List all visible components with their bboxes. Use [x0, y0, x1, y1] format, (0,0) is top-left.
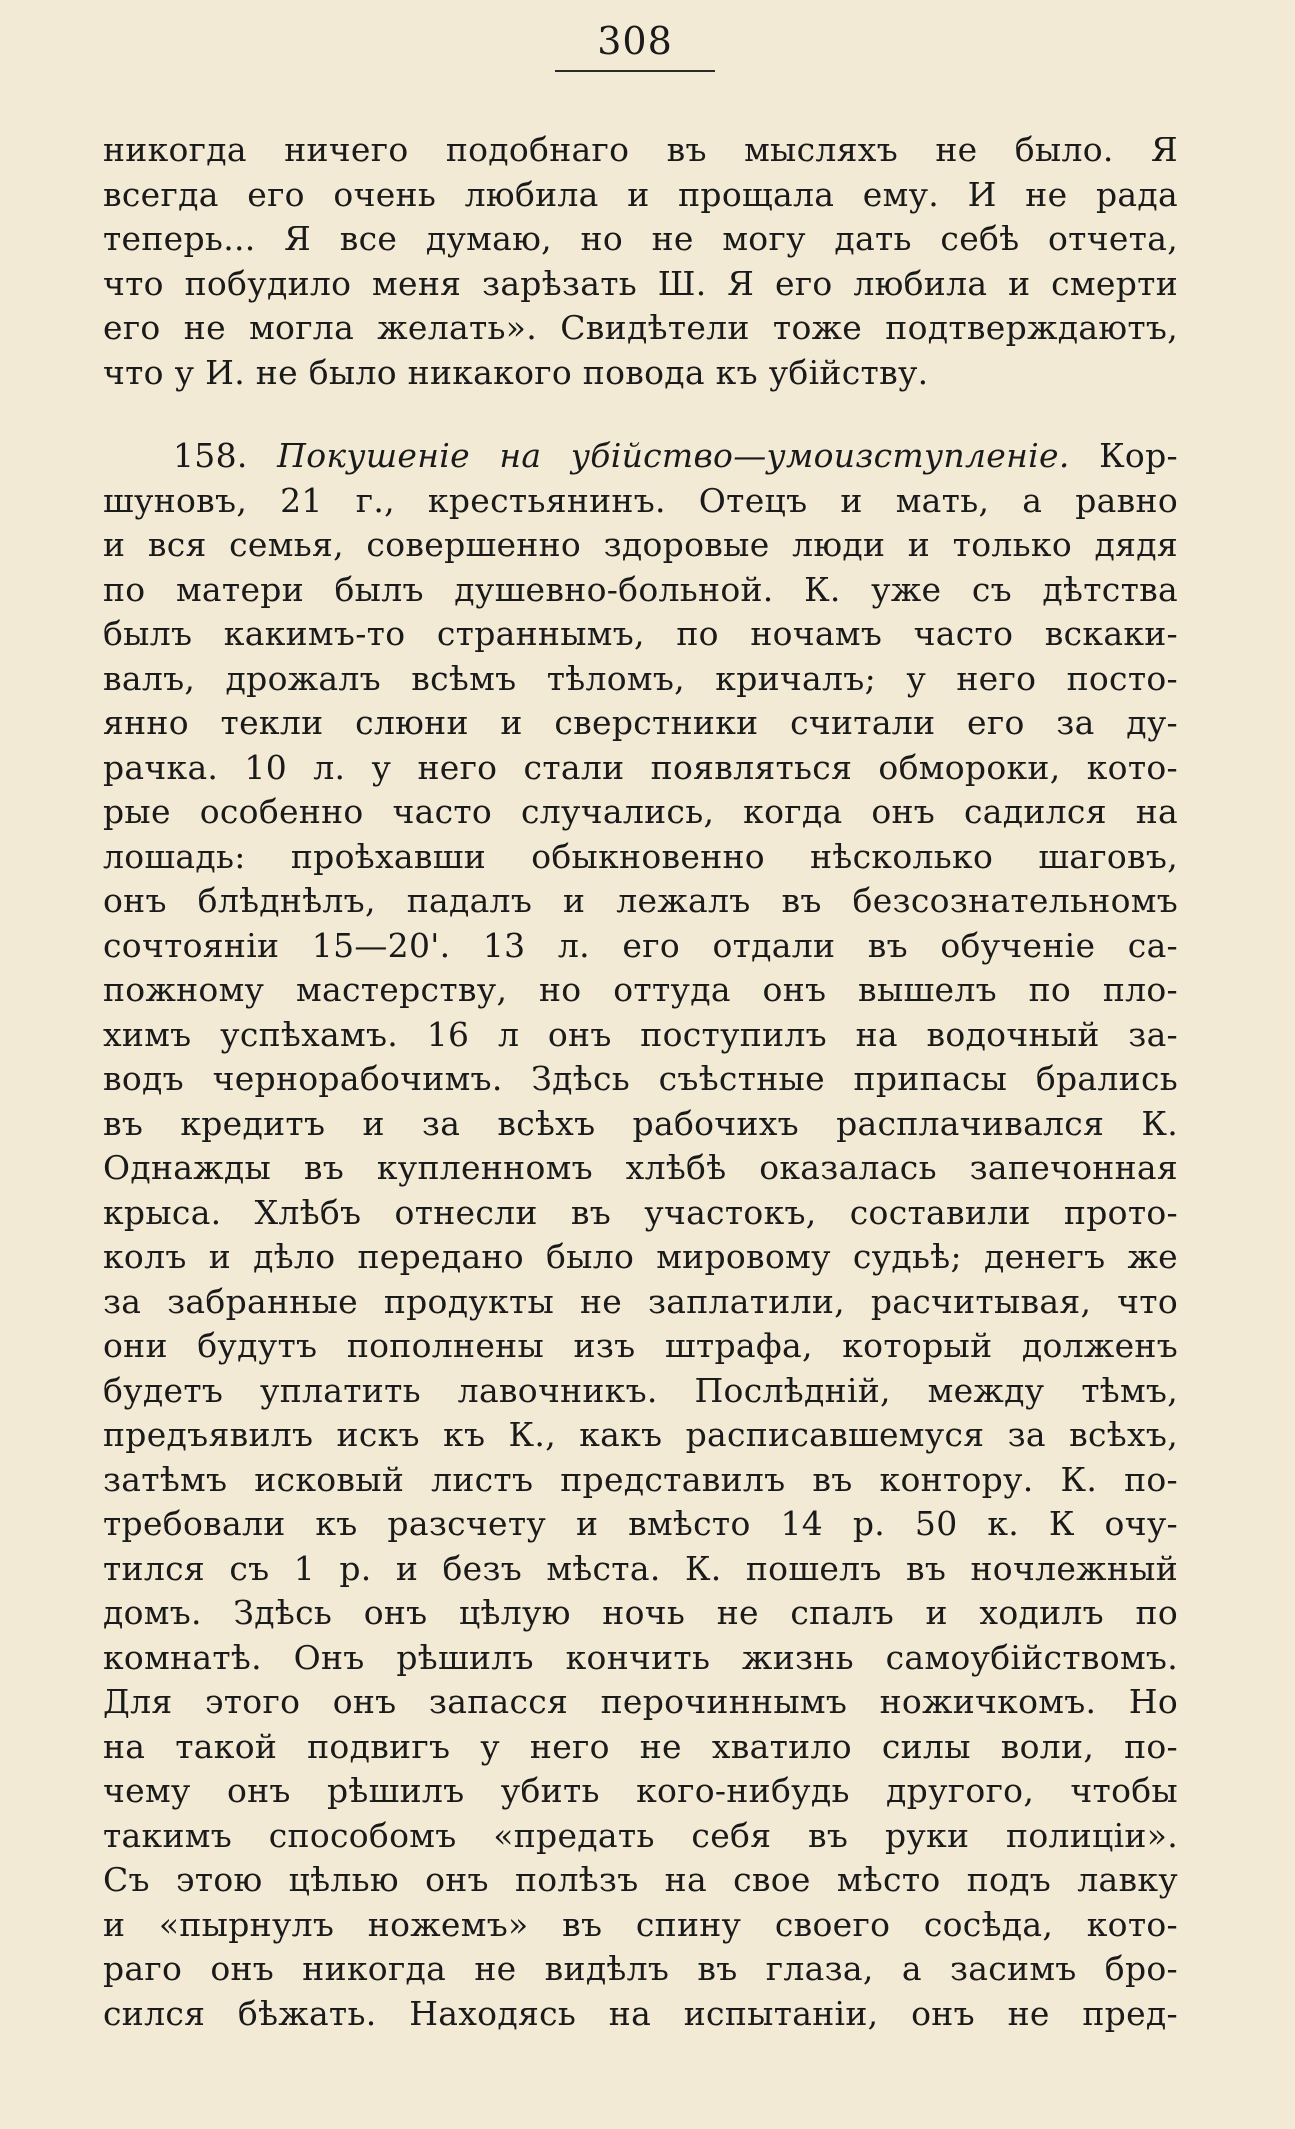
- text-line: колъ и дѣло передано было мировому судьѣ; денегъ же: [103, 1237, 1178, 1276]
- text-line: они будутъ пополнены изъ штрафа, который долженъ: [103, 1326, 1178, 1365]
- case-title: Покушенiе на убiйство—умоизступленiе.: [277, 436, 1070, 475]
- text-line: химъ успѣхамъ. 16 л онъ поступилъ на водочный за-: [103, 1014, 1178, 1054]
- text-line: пожному мастерству, но оттуда онъ вышелъ по пло-: [103, 970, 1178, 1009]
- text-line: предъявилъ искъ къ К., какъ расписавшемуся за всѣхъ,: [103, 1415, 1178, 1454]
- text-line: сочтоянiи 15—20'. 13 л. его отдали въ обученiе са-: [103, 925, 1178, 965]
- text-line: требовали къ разсчету и вмѣсто 14 р. 50 к. К очу-: [103, 1504, 1178, 1543]
- case-number: 158.: [173, 436, 248, 475]
- text-line: рые особенно часто случались, когда онъ садился на: [103, 792, 1178, 831]
- text-line: водъ чернорабочимъ. Здѣсь съѣстные припасы брались: [103, 1059, 1178, 1098]
- text-line: домъ. Здѣсь онъ цѣлую ночь не спалъ и ходилъ по: [103, 1593, 1178, 1632]
- text-line: лошадь: проѣхавши обыкновенно нѣсколько шаговъ,: [103, 836, 1178, 876]
- text-line: тился съ 1 р. и безъ мѣста. К. пошелъ въ ночлежный: [103, 1548, 1178, 1588]
- text-line: на такой подвигъ у него не хватило силы воли, по-: [103, 1726, 1178, 1766]
- text-line: будетъ уплатить лавочникъ. Послѣднiй, между тѣмъ,: [103, 1370, 1178, 1410]
- text-line: рачка. 10 л. у него стали появляться обмороки, кото-: [103, 747, 1178, 787]
- text-line: теперь... Я все думаю, но не могу дать себѣ отчета,: [103, 219, 1178, 258]
- text-line: никогда ничего подобнаго въ мысляхъ не было. Я: [103, 130, 1178, 169]
- text-line: его не могла желать». Свидѣтели тоже подтверждаютъ,: [103, 308, 1178, 347]
- text-line: Для этого онъ запасся перочиннымъ ножичкомъ. Но: [103, 1682, 1178, 1721]
- text-line: всегда его очень любила и прощала ему. И не рада: [103, 174, 1178, 214]
- text-line: Съ этою цѣлью онъ полѣзъ на свое мѣсто подъ лавку: [103, 1860, 1178, 1899]
- paragraph-1: [103, 128, 1178, 395]
- text-line: онъ блѣднѣлъ, падалъ и лежалъ въ безсознательномъ: [103, 881, 1178, 920]
- text-line: крыса. Хлѣбъ отнесли въ участокъ, составили прото-: [103, 1192, 1178, 1232]
- text-line: за забранные продукты не заплатили, расчитывая, что: [103, 1281, 1178, 1321]
- text-line: янно текли слюни и сверстники считали его за ду-: [103, 703, 1178, 742]
- text-line: затѣмъ исковый листъ представилъ въ контору. К. по-: [103, 1459, 1178, 1499]
- text-line: валъ, дрожалъ всѣмъ тѣломъ, кричалъ; у него посто-: [103, 658, 1178, 698]
- text-line: въ кредитъ и за всѣхъ рабочихъ расплачивался К.: [103, 1103, 1178, 1143]
- text-line: и «пырнулъ ножемъ» въ спину своего сосѣда, кото-: [103, 1904, 1178, 1944]
- text-line: шуновъ, 21 г., крестьянинъ. Отецъ и мать, а равно: [103, 480, 1178, 520]
- text-line: комнатѣ. Онъ рѣшилъ кончить жизнь самоубiйствомъ.: [103, 1637, 1178, 1677]
- heading-line-tail: Кор-: [1099, 436, 1178, 475]
- text-line: раго онъ никогда не видѣлъ въ глаза, а засимъ бро-: [103, 1949, 1178, 1988]
- text-line: Однажды въ купленномъ хлѣбѣ оказалась запечонная: [103, 1148, 1178, 1187]
- text-line: сился бѣжать. Находясь на испытанiи, онъ не пред-: [103, 1993, 1178, 2033]
- text-line: что у И. не было никакого повода къ убiйству.: [103, 352, 929, 392]
- page-number-underline: [555, 70, 715, 72]
- text-line: чему онъ рѣшилъ убить кого-нибудь другого, чтобы: [103, 1771, 1178, 1810]
- page-number-container: [555, 18, 715, 64]
- case-heading-line: [103, 434, 1178, 479]
- text-line: по матери былъ душевно-больной. К. уже съ дѣтства: [103, 569, 1178, 609]
- text-line: былъ какимъ-то страннымъ, по ночамъ часто вскаки-: [103, 614, 1178, 653]
- paragraph-158: [103, 434, 1178, 2036]
- text-line: и вся семья, совершенно здоровые люди и только дядя: [103, 525, 1178, 564]
- page-number: 308: [597, 19, 673, 63]
- text-line: такимъ способомъ «предать себя въ руки полицiи».: [103, 1815, 1178, 1855]
- text-line: что побудило меня зарѣзать Ш. Я его любила и смерти: [103, 263, 1178, 303]
